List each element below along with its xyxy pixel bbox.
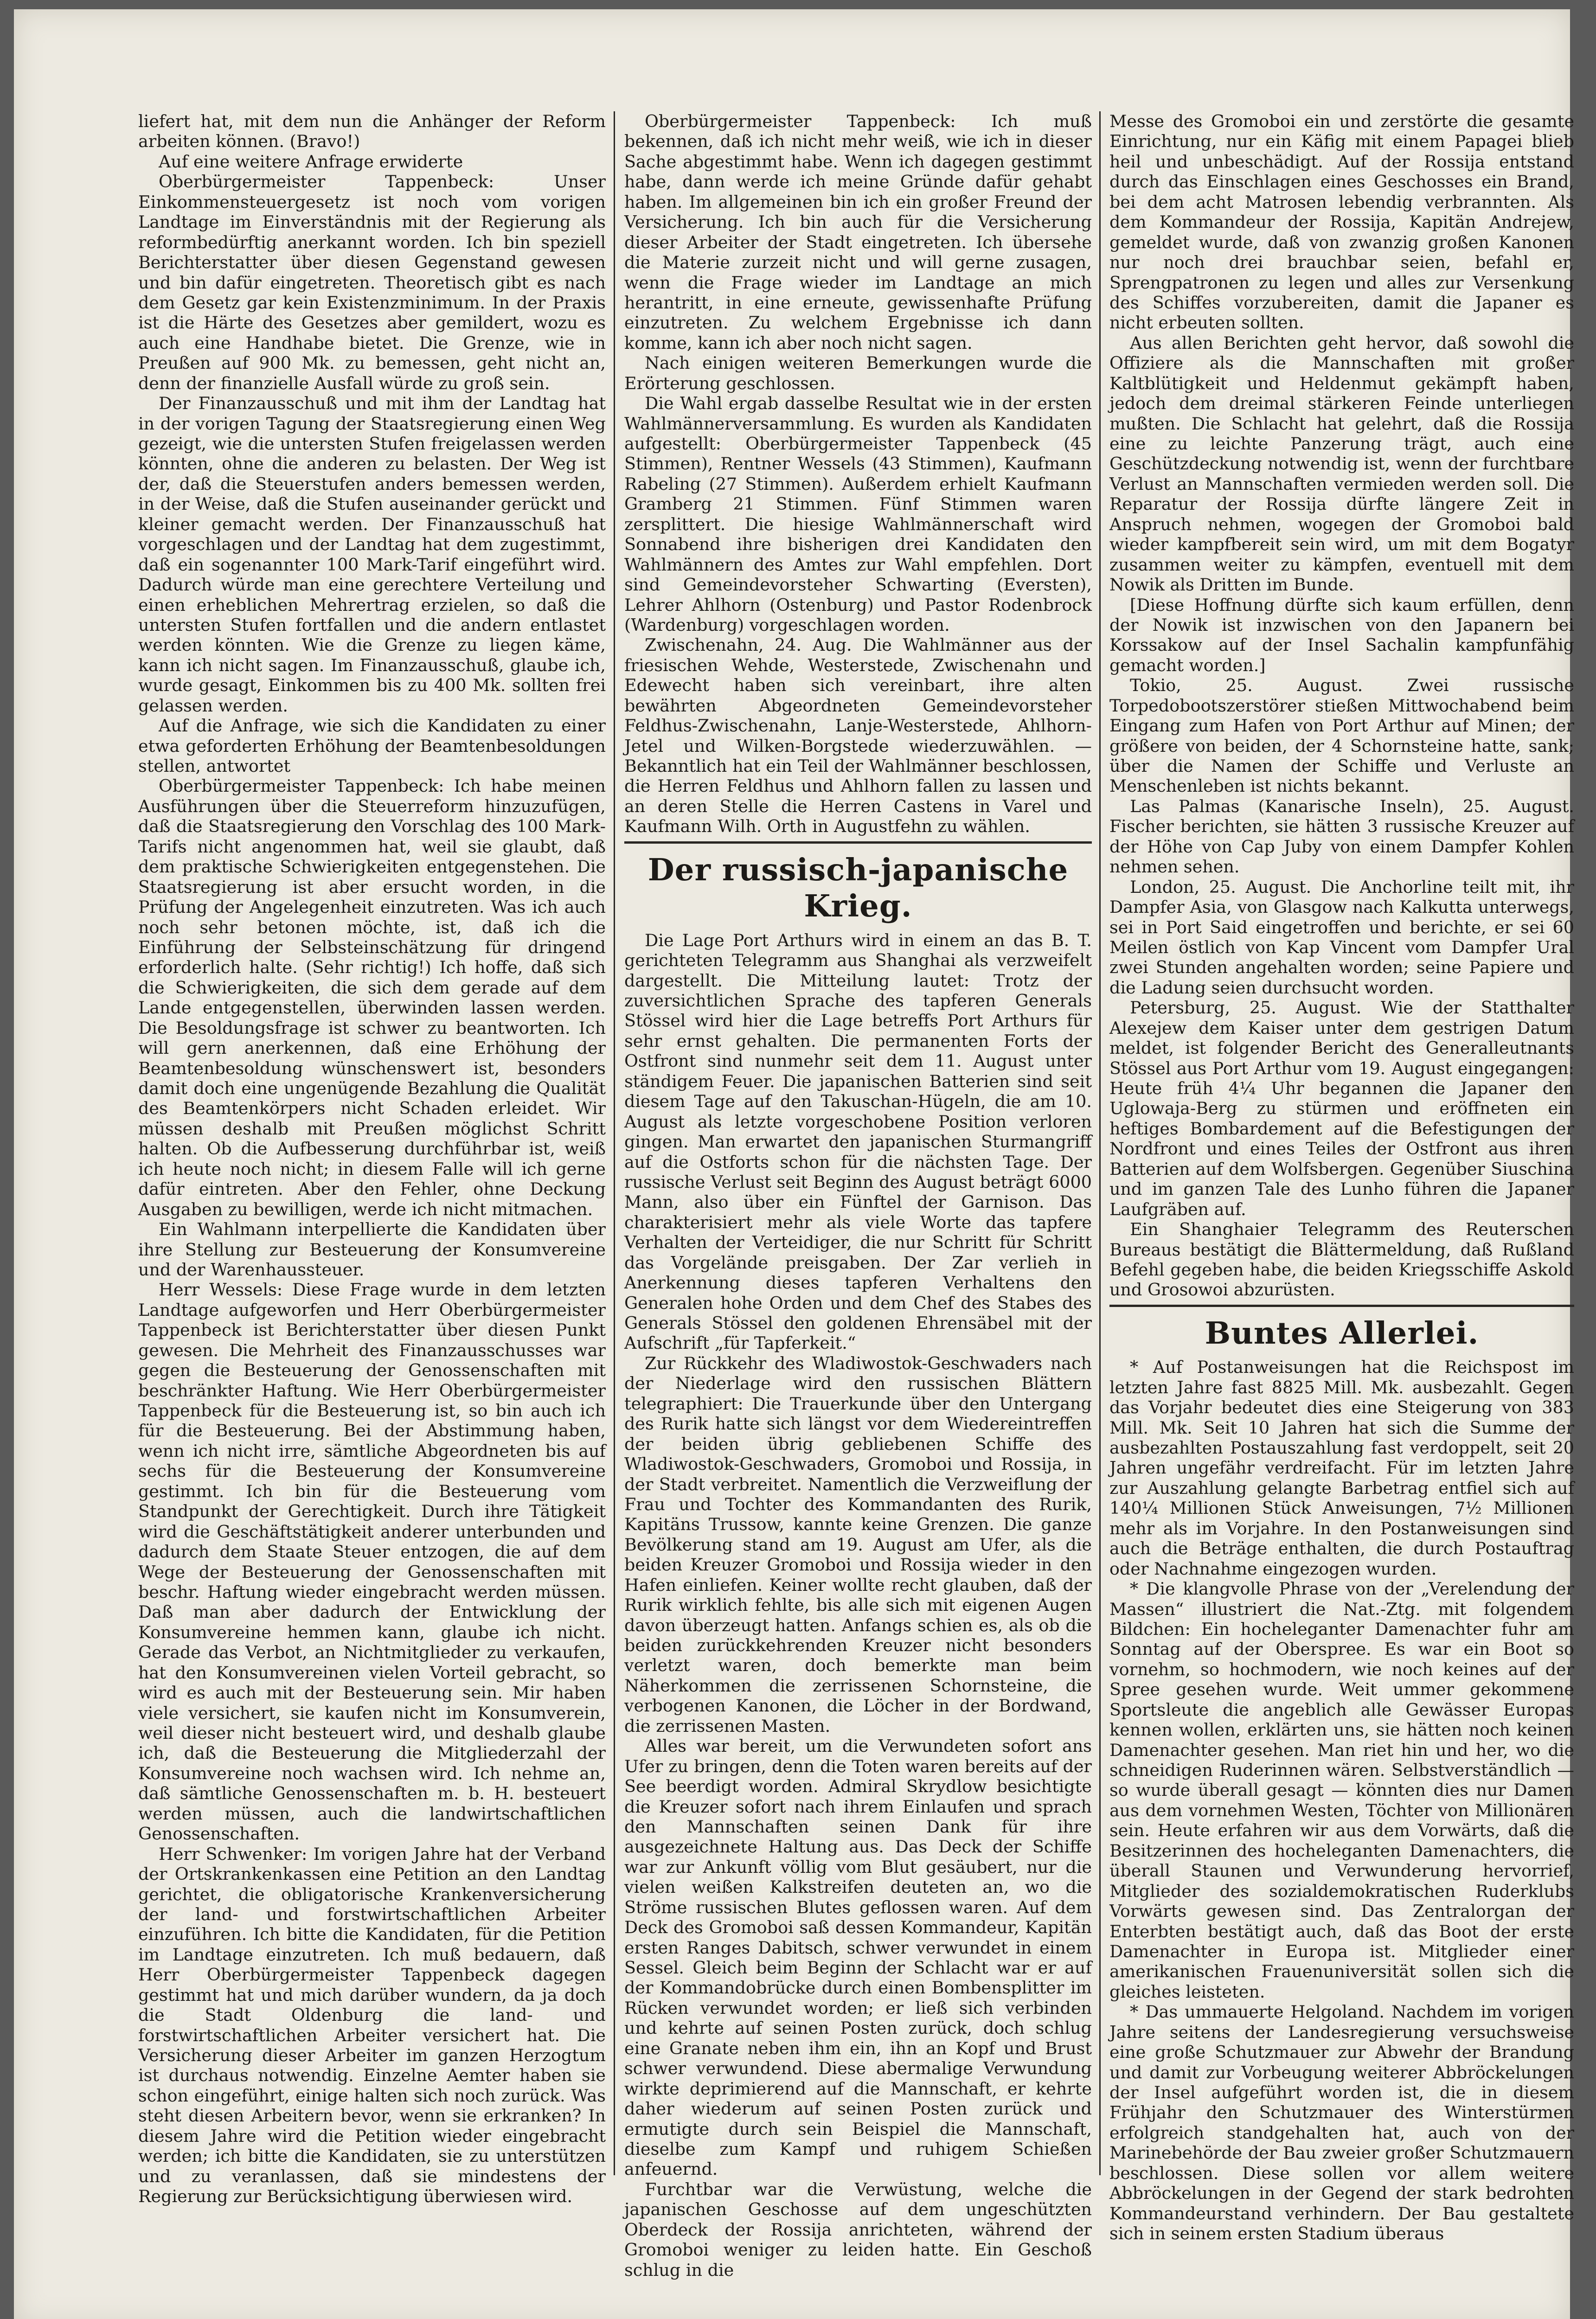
column-left [138, 111, 606, 2207]
section-rule [624, 841, 1092, 844]
paragraph: Auf die Anfrage, wie sich die Kandidaten zu einer etwa geforderten Erhöhung der Beamtenbesoldungen stellen, antwortet [138, 716, 606, 776]
newspaper-page [14, 9, 1574, 2319]
paragraph: Messe des Gromoboi ein und zerstörte die gesamte Einrichtung, nur ein Käfig mit einem Papagei blieb heil und unbeschädigt. Auf der Rossija entstand durch das Einschlagen eines Geschosses ein Brand, bei dem acht Matrosen lebendig verbrannten. Als dem Kommandeur der Rossija, Kapitän Andrejew, gemeldet wurde, daß von zwanzig großen Kanonen nur noch drei brauchbar seien, befahl er, Sprengpatronen zu legen und alles zur Versenkung des Schiffes vorzubereiten, damit die Japaner es nicht erbeuten sollten. [1109, 111, 1574, 333]
paragraph: liefert hat, mit dem nun die Anhänger der Reform arbeiten können. (Bravo!) [138, 111, 606, 152]
headline-russo-japanese-war: Der russisch-japanische Krieg. [647, 852, 1069, 924]
column-rule [1099, 111, 1101, 2175]
paragraph: Der Finanzausschuß und mit ihm der Landtag hat in der vorigen Tagung der Staatsregierung einen Weg gezeigt, wie die untersten Stufen freigelassen werden könnten, ohne die anderen zu belasten. Der Weg ist der, daß die Steuerstufen anders bemessen werden, in der Weise, daß die Stufen auseinander gerückt und kleiner gemacht werden. Der Finanzausschuß hat vorgeschlagen und der Landtag hat dem zugestimmt, daß ein sogenannter 100 Mark-Tarif eingeführt wird. Dadurch würde man eine gerechtere Verteilung und einen erheblichen Mehrertrag erzielen, so daß die untersten Stufen fortfallen und die andern entlastet werden könnten. Wie die Grenze zu liegen käme, kann ich nicht sagen. Im Finanzausschuß, glaube ich, wurde gesagt, Einkommen bis zu 400 Mk. sollten frei gelassen werden. [138, 393, 606, 716]
paragraph: Herr Schwenker: Im vorigen Jahre hat der Verband der Ortskrankenkassen eine Petition an den Landtag gerichtet, die obligatorische Krankenversicherung der land- und forstwirtschaftlichen Arbeiter einzuführen. Ich bitte die Kandidaten, für die Petition im Landtage einzutreten. Ich muß bedauern, daß Herr Oberbürgermeister Tappenbeck dagegen gestimmt hat und mich darüber wundern, da ja doch die Stadt Oldenburg die land- und forstwirtschaftlichen Arbeiter versichert hat. Die Versicherung dieser Arbeiter im ganzen Herzogtum ist durchaus notwendig. Einzelne Aemter haben sie schon eingeführt, einige halten sich noch zurück. Was steht diesen Arbeitern bevor, wenn sie erkranken? In diesem Jahre wird die Petition wieder eingebracht werden; ich bitte die Kandidaten, sie zu unterstützen und zu veranlassen, daß sie mindestens der Regierung zur Berücksichtigung überwiesen wird. [138, 1844, 606, 2207]
paragraph: Ein Shanghaier Telegramm des Reuterschen Bureaus bestätigt die Blättermeldung, daß Rußland Befehl gegeben habe, die beiden Kriegsschiffe Askold und Grosowoi abzurüsten. [1109, 1219, 1574, 1300]
election-report-continued [624, 111, 1092, 837]
paragraph: Oberbürgermeister Tappenbeck: Ich muß bekennen, daß ich nicht mehr weiß, wie ich in dieser Sache abgestimmt habe. Wenn ich dagegen gestimmt habe, dann werde ich meine Gründe dafür gehabt haben. Im allgemeinen bin ich ein großer Freund der Versicherung. Ich bin auch für die Versicherung dieser Arbeiter der Stadt eingetreten. Ich übersehe die Materie zurzeit nicht und will gerne zusagen, wenn die Frage wieder im Landtage an mich herantritt, in eine erneute, gewissenhafte Prüfung einzutreten. Zu welchem Ergebnisse ich dann komme, kann ich aber noch nicht sagen. [624, 111, 1092, 353]
paragraph: Zwischenahn, 24. Aug. Die Wahlmänner aus der friesischen Wehde, Westerstede, Zwischenahn und Edewecht haben sich vereinbart, ihre alten bewährten Abgeordneten Gemeindevorsteher Feldhus-Zwischenahn, Lanje-Westerstede, Ahlhorn-Jetel und Wilken-Borgstede wiederzuwählen. — Bekanntlich hat ein Teil der Wahlmänner beschlossen, die Herren Feldhus und Ahlhorn fallen zu lassen und an deren Stelle die Herren Castens in Varel und Kaufmann Wilh. Orth in Augustfehn zu wählen. [624, 635, 1092, 837]
paragraph: Die Wahl ergab dasselbe Resultat wie in der ersten Wahlmännerversammlung. Es wurden als Kandidaten aufgestellt: Oberbürgermeister Tappenbeck (45 Stimmen), Rentner Wessels (43 Stimmen), Kaufmann Rabeling (27 Stimmen). Außerdem erhielt Kaufmann Gramberg 21 Stimmen. Fünf Stimmen waren zersplittert. Die hiesige Wahlmännerschaft wird Sonnabend ihre bisherigen drei Kandidaten den Wahlmännern des Amtes zur Wahl empfehlen. Dort sind Gemeindevorsteher Schwarting (Eversten), Lehrer Ahlhorn (Ostenburg) und Pastor Rodenbrock (Wardenburg) vorgeschlagen worden. [624, 393, 1092, 635]
paragraph: Ein Wahlmann interpellierte die Kandidaten über ihre Stellung zur Besteuerung der Konsumvereine und der Warenhaussteuer. [138, 1219, 606, 1280]
paragraph: Nach einigen weiteren Bemerkungen wurde die Erörterung geschlossen. [624, 353, 1092, 393]
paragraph: Furchtbar war die Verwüstung, welche die japanischen Geschosse auf dem ungeschützten Oberdeck der Rossija anrichteten, während der Gromoboi weniger zu leiden hatte. Ein Geschoß schlug in die [624, 2179, 1092, 2280]
headline-buntes-allerlei: Buntes Allerlei. [1205, 1315, 1479, 1351]
column-right [1109, 111, 1574, 2244]
war-report-continued [1109, 111, 1574, 1300]
paragraph: London, 25. August. Die Anchorline teilt mit, ihr Dampfer Asia, von Glasgow nach Kalkutta unterwegs, sei in Port Said eingetroffen und berichte, er sei 60 Meilen östlich von Kap Vincent vom Dampfer Ural zwei Stunden angehalten worden; seine Papiere und die Ladung seien durchsucht worden. [1109, 877, 1574, 998]
war-report [624, 930, 1092, 2280]
paragraph: * Auf Postanweisungen hat die Reichspost im letzten Jahre fast 8825 Mill. Mk. ausbezahlt. Gegen das Vorjahr bedeutet dies eine Steigerung von 383 Mill. Mk. Seit 10 Jahren hat sich die Summe der ausbezahlten Postauszahlung fast verdoppelt, seit 20 Jahren ungefähr verdreifacht. Für im letzten Jahre zur Auszahlung gelangte Barbetrag entfiel sich auf 140¼ Millionen Stück Anweisungen, 7½ Millionen mehr als im Vorjahre. In den Postanweisungen sind auch die Beträge enthalten, die durch Postauftrag oder Nachnahme eingezogen wurden. [1109, 1357, 1574, 1579]
column-rule [614, 111, 615, 2175]
paragraph: Auf eine weitere Anfrage erwiderte [159, 151, 463, 172]
miscellany [1109, 1357, 1574, 2243]
paragraph: Petersburg, 25. August. Wie der Statthalter Alexejew dem Kaiser unter dem gestrigen Datum meldet, ist folgender Bericht des Generalleutnants Stössel aus Port Arthur vom 19. August eingegangen: Heute früh 4¼ Uhr begannen die Japaner den Uglowaja-Berg zu stürmen und eröffneten ein heftiges Bombardement auf die Befestigungen der Nordfront und eines Teiles der Ostfront aus ihren Batterien auf dem Wolfsbergen. Gegenüber Siuschina und im ganzen Tale des Lunho führen die Japaner Laufgräben auf. [1109, 998, 1574, 1219]
paragraph: Las Palmas (Kanarische Inseln), 25. August. Fischer berichten, sie hätten 3 russische Kreuzer auf der Höhe von Cap Juby von einem Dampfer Kohlen nehmen sehen. [1109, 796, 1574, 877]
paragraph: Zur Rückkehr des Wladiwostok-Geschwaders nach der Niederlage wird den russischen Blättern telegraphiert: Die Trauerkunde über den Untergang des Rurik hatte sich längst vor dem Wiedereintreffen der beiden übrig gebliebenen Schiffe des Wladiwostok-Geschwaders, Gromoboi und Rossija, in der Stadt verbreitet. Namentlich die Verzweiflung der Frau und Tochter des Kommandanten des Rurik, Kapitäns Trussow, kannte keine Grenzen. Die ganze Bevölkerung stand am 19. August am Ufer, als die beiden Kreuzer Gromoboi und Rossija wieder in den Hafen einliefen. Keiner wollte recht glauben, daß der Rurik wirklich fehlte, bis alle sich mit eigenen Augen davon überzeugt hatten. Anfangs schien es, als ob die beiden zurückkehrenden Kreuzer nicht besonders verletzt waren, doch bemerkte man beim Näherkommen die zerrissenen Schornsteine, die verbogenen Kanonen, die Löcher in der Bordwand, die zerrissenen Masten. [624, 1353, 1092, 1736]
paragraph: * Das ummauerte Helgoland. Nachdem im vorigen Jahre seitens der Landesregierung versuchsweise eine große Schutzmauer zur Abwehr der Brandung und damit zur Vorbeugung weiterer Abbröckelungen der Insel aufgeführt worden ist, die in diesem Frühjahr den Schutzmauer des Winterstürmen erfolgreich standgehalten hat, auch von der Marinebehörde der Bau zweier großer Schutzmauern beschlossen. Diese sollen vor allem weitere Abbröckelungen in der Gegend der stark bedrohten Kommandeurstand verhindern. Der Bau gestaltete sich in seinem ersten Stadium überaus [1109, 2002, 1574, 2244]
paragraph: Herr Wessels: Diese Frage wurde in dem letzten Landtage aufgeworfen und Herr Oberbürgermeister Tappenbeck ist Berichterstatter über diesen Punkt gewesen. Die Mehrheit des Finanzausschusses war gegen die Besteuerung der Genossenschaften mit beschränkter Haftung. Wie Herr Oberbürgermeister Tappenbeck für die Besteuerung ist, so bin auch ich für die Besteuerung. Bei der Abstimmung haben, wenn ich nicht irre, sämtliche Abgeordneten bis auf sechs für die Besteuerung der Konsumvereine gestimmt. Ich bin für die Besteuerung vom Standpunkt der Gerechtigkeit. Durch ihre Tätigkeit wird die Geschäftstätigkeit anderer unterbunden und dadurch dem Staate Steuer entzogen, die auf dem Wege der Besteuerung der Genossenschaften mit beschr. Haftung wieder eingebracht werden müssen. Daß man aber dadurch der Entwicklung der Konsumvereine hemmen kann, glaube ich nicht. Gerade das Verbot, an Nichtmitglieder zu verkaufen, hat den Konsumvereinen vielen Vorteil gebracht, so wird es auch mit der Besteuerung sein. Mir haben viele versichert, sie kaufen nicht im Konsumverein, weil dieser nicht besteuert wird, und deshalb glaube ich, daß die Besteuerung die Mitgliederzahl der Konsumvereine noch wachsen wird. Ich nehme an, daß sämtliche Genossenschaften m. b. H. besteuert werden müssen, auch die landwirtschaftlichen Genossenschaften. [138, 1280, 606, 1844]
paragraph: Die Lage Port Arthurs wird in einem an das B. T. gerichteten Telegramm aus Shanghai als verzweifelt dargestellt. Die Mitteilung lautet: Trotz der zuversichtlichen Sprache des tapferen Generals Stössel wird hier die Lage betreffs Port Arthurs für sehr ernst gehalten. Die permanenten Forts der Ostfront sind nunmehr seit dem 11. August unter ständigem Feuer. Die japanischen Batterien sind seit diesem Tage auf den Takuschan-Hügeln, die am 10. August als letzte vorgeschobene Position verloren gingen. Man erwartet den japanischen Sturmangriff auf die Ostforts schon für die nächsten Tage. Der russische Verlust seit Beginn des August beträgt 6000 Mann, also über ein Fünftel der Garnison. Das charakterisiert mehr als viele Worte das tapfere Verhalten der Verteidiger, die nur Schritt für Schritt das Vorgelände preisgaben. Der Zar verlieh in Anerkennung dieses tapferen Verhaltens den Generalen hohe Orden und dem Chef des Stabes des Generals Stössel den goldenen Ehrensäbel mit der Aufschrift „für Tapferkeit.“ [624, 930, 1092, 1353]
paragraph: [Diese Hoffnung dürfte sich kaum erfüllen, denn der Nowik ist inzwischen von den Japanern bei Korssakow auf der Insel Sachalin kampfunfähig gemacht worden.] [1109, 595, 1574, 675]
column-middle [624, 111, 1092, 2280]
paragraph: Aus allen Berichten geht hervor, daß sowohl die Offiziere als die Mannschaften mit großer Kaltblütigkeit und Heldenmut gekämpft haben, jedoch dem dreimal stärkeren Feinde unterliegen mußten. Die Schlacht hat gelehrt, daß die Rossija eine zu leichte Panzerung trägt, auch eine Geschützdeckung notwendig ist, wenn der furchtbare Verlust an Mannschaften vermieden werden soll. Die Reparatur der Rossija dürfte längere Zeit in Anspruch nehmen, wogegen der Gromoboi bald wieder kampfbereit sein wird, um mit dem Bogatyr zusammen weiter zu kämpfen, eventuell mit dem Nowik als Dritten im Bunde. [1109, 333, 1574, 595]
paragraph: Tokio, 25. August. Zwei russische Torpedobootszerstörer stießen Mittwochabend beim Eingang zum Hafen von Port Arthur auf Minen; der größere von beiden, der 4 Schornsteine hatte, sank; über die Namen der Schiffe und Verluste an Menschenleben ist nichts bekannt. [1109, 675, 1574, 796]
paragraph: Alles war bereit, um die Verwundeten sofort ans Ufer zu bringen, denn die Toten waren bereits auf der See beerdigt worden. Admiral Skrydlow besichtigte die Kreuzer sofort nach ihrem Einlaufen und sprach den Mannschaften seinen Dank für ihre ausgezeichnete Haltung aus. Das Deck der Schiffe war zur Ankunft völlig vom Blut gesäubert, nur die vielen weißen Kalkstreifen deuteten an, wo die Ströme russischen Blutes geflossen waren. Auf dem Deck des Gromoboi saß dessen Kommandeur, Kapitän ersten Ranges Dabitsch, schwer verwundet in einem Sessel. Gleich beim Beginn der Schlacht war er auf der Kommandobrücke durch einen Bombensplitter im Rücken verwundet worden; er ließ sich verbinden und kehrte auf seinen Posten zurück, doch schlug eine Granate neben ihm ein, ihn an Kopf und Brust schwer verwundend. Diese abermalige Verwundung wirkte deprimierend auf die Mannschaft, er kehrte daher wiederum auf seinen Posten zurück und ermutigte durch sein Beispiel die Mannschaft, dieselbe zum Kampf und ruhigem Schießen anfeuernd. [624, 1736, 1092, 2179]
paragraph: Oberbürgermeister Tappenbeck: Ich habe meinen Ausführungen über die Steuerreform hinzuzufügen, daß die Staatsregierung den Vorschlag des 100 Mark-Tarifs nicht angenommen hat, weil sie glaubt, daß dem praktische Schwierigkeiten entgegenstehen. Die Staatsregierung ist aber ersucht worden, in die Prüfung der Angelegenheit einzutreten. Was ich auch noch sehr betonen möchte, ist, daß ich die Einführung der Selbsteinschätzung für dringend erforderlich halte. (Sehr richtig!) Ich hoffe, daß sich die Schwierigkeiten, die sich dem gerade auf dem Lande entgegenstellen, überwinden lassen werden. Die Besoldungsfrage ist schwer zu beantworten. Ich will gern anerkennen, daß eine Erhöhung der Beamtenbesoldung wünschenswert ist, besonders damit doch eine ungenügende Bezahlung die Qualität des Beamtenkörpers nicht Schaden erleidet. Wir müssen deshalb mit Preußen möglichst Schritt halten. Ob die Aufbesserung durchführbar ist, weiß ich heute noch nicht; in diesem Falle will ich gerne dafür eintreten. Aber den Fehler, ohne Deckung Ausgaben zu bewilligen, werde ich nicht mitmachen. [138, 776, 606, 1219]
section-rule [1109, 1305, 1574, 1307]
paragraph: Oberbürgermeister Tappenbeck: Unser Einkommensteuergesetz ist noch vom vorigen Landtage im Einverständnis mit der Regierung als reformbedürftig anerkannt worden. Ich bin speziell Berichterstatter über diesen Gegenstand gewesen und bin dafür eingetreten. Theoretisch gibt es nach dem Gesetz gar kein Existenzminimum. In der Praxis ist die Härte des Gesetzes aber gemildert, wozu es auch eine Handhabe bietet. Die Grenze, wie in Preußen auf 900 Mk. zu bemessen, geht nicht an, denn der finanzielle Ausfall würde zu groß sein. [138, 172, 606, 393]
paragraph: * Die klangvolle Phrase von der „Verelendung der Massen“ illustriert die Nat.-Ztg. mit folgendem Bildchen: Ein hocheleganter Damenachter fuhr am Sonntag auf der Oberspree. Es war ein Boot so vornehm, so hochmodern, wie noch keines auf der Spree gesehen wurde. Weit ummer gekommene Sportsleute die angeblich alle Gewässer Europas kennen wollen, erklärten uns, sie hätten noch keinen Damenachter gesehen. Man riet hin und her, wo die schneidigen Ruderinnen wären. Selbstverständlich — so wurde überall gesagt — könnten dies nur Damen aus dem vornehmen Westen, Töchter von Millionären sein. Heute erfahren wir aus dem Vorwärts, daß die Besitzerinnen des hocheleganten Damenachters, die überall Staunen und Verwunderung hervorrief, Mitglieder des sozialdemokratischen Ruderklubs Vorwärts gewesen sind. Das Zentralorgan der Enterbten bestätigt auch, daß das Boot der erste Damenachter in Europa ist. Mitglieder einer amerikanischen Frauenuniversität sollen sich die gleiches leisteten. [1109, 1579, 1574, 2002]
